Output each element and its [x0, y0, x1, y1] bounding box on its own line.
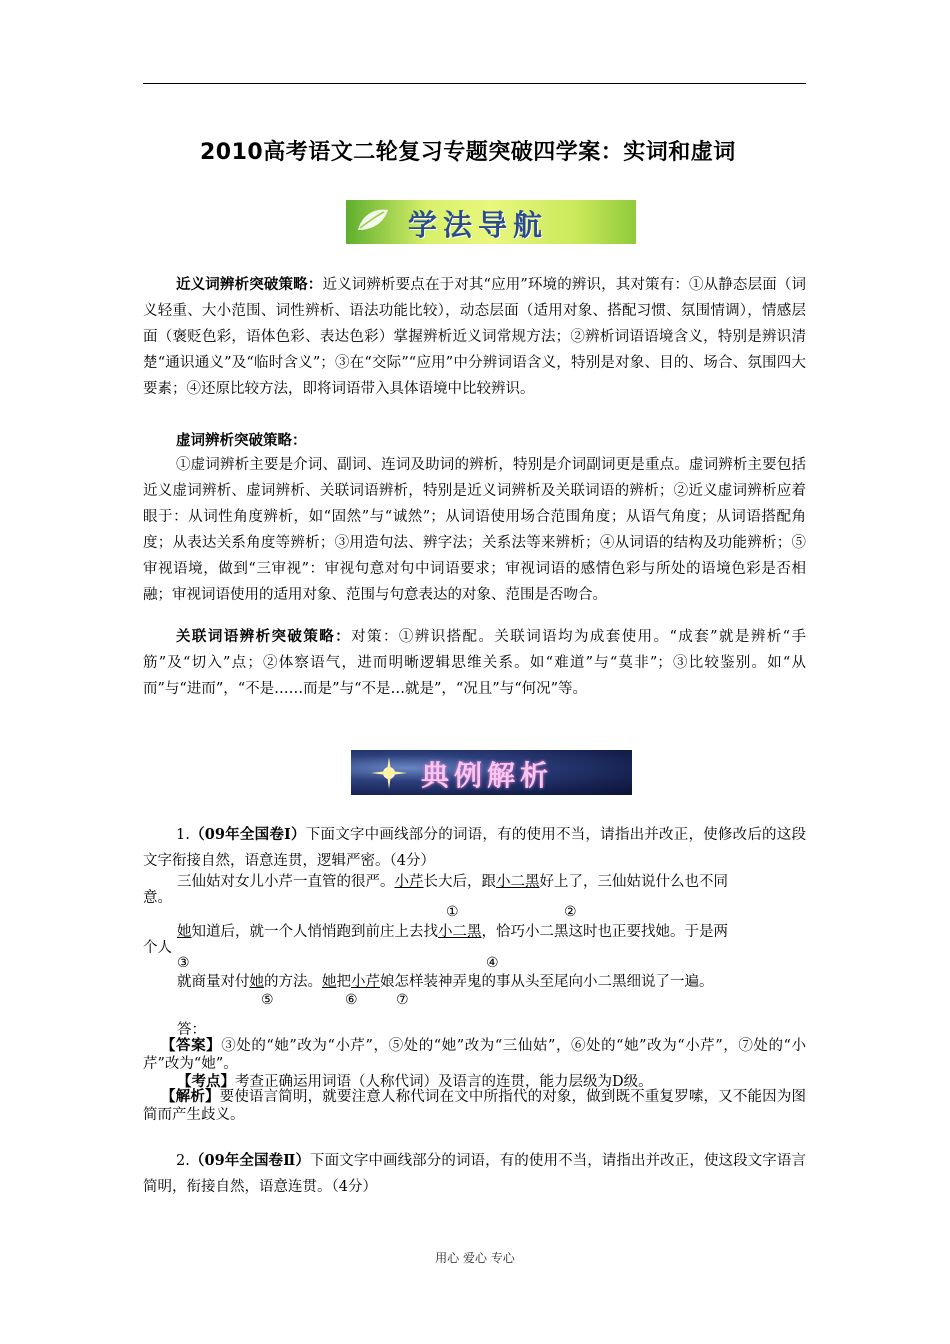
conjunction-strategy-label: 关联词语辨析突破策略： [176, 628, 352, 645]
examples-banner [351, 750, 632, 795]
underlined-word: 小芹 [351, 974, 380, 990]
analysis-label: 【解析】 [161, 1088, 220, 1105]
synonym-strategy-label: 近义词辨析突破策略： [176, 276, 323, 293]
passage-text: 把 [336, 974, 351, 990]
marker-6: ⑥ [345, 992, 358, 1008]
page-footer: 用心 爱心 专心 [435, 1251, 515, 1265]
passage-text: 知道后，就一个人悄悄跑到前庄上去找 [191, 924, 438, 940]
underlined-word: 小二黑 [496, 874, 540, 890]
answer-text: ③处的“她”改为“小芹”，⑤处的“她”改为“三仙姑”，⑥处的“她”改为“小芹”，⑦处的“小芹”改为“她”。 [143, 1038, 806, 1072]
function-word-strategy-heading [143, 428, 806, 454]
passage-line-3 [177, 922, 728, 942]
header-rule [143, 83, 806, 84]
passage-line-4: 个人 [143, 940, 172, 956]
underlined-word: 她 [177, 924, 192, 940]
guide-banner-text: 学法导航 [408, 208, 549, 242]
passage-text: 长大后，跟 [423, 874, 496, 890]
question-2-stem [143, 1148, 806, 1200]
page-title: 2010高考语文二轮复习专题突破四学案：实词和虚词 [200, 140, 736, 165]
function-word-strategy-label: 虚词辨析突破策略： [176, 432, 307, 449]
passage-text: 的方法。 [264, 974, 322, 990]
marker-3: ③ [177, 955, 190, 971]
key-point-label: 【考点】 [177, 1073, 235, 1090]
analysis-paragraph [143, 1088, 806, 1124]
question-1-text: 下面文字中画线部分的词语，有的使用不当，请指出并改正，使修改后的这段文字衔接自然，语意连贯，逻辑严密。（4分） [143, 827, 806, 869]
question-2-text: 下面文字中画线部分的词语，有的使用不当，请指出并改正，使这段文字语言简明，衔接自然，语意连贯。（4分） [143, 1153, 806, 1195]
passage-line-5 [177, 972, 714, 992]
underlined-word: 她 [322, 974, 337, 990]
marker-7: ⑦ [396, 992, 409, 1008]
answer-paragraph [143, 1037, 806, 1073]
answer-label: 【答案】 [161, 1037, 222, 1054]
question-2-source: （09年全国卷Ⅱ） [189, 1152, 311, 1169]
conjunction-strategy-text: 对策：①辨识搭配。关联词语均为成套使用。“成套”就是辨析“手筋”及“切入”点；②体察语气，进而明晰逻辑思维关系。如“难道”与“莫非”；③比较鉴别。如“从而”与“进而”，“不是……而是”与“不是…就是”，“况且”与“何况”等。 [143, 629, 806, 697]
passage-text: 娘怎样装神弄鬼的事从头至尾向小二黑细说了一遍。 [380, 974, 714, 990]
key-point-text: 考查正确运用词语（人称代词）及语言的连贯，能力层级为D级。 [235, 1074, 653, 1090]
marker-1: ① [446, 904, 459, 920]
underlined-word: 小二黑 [438, 924, 482, 940]
synonym-strategy-text: 近义词辨析要点在于对其“应用”环境的辨识，其对策有：①从静态层面（词义轻重、大小范围、词性辨析、语法功能比较），动态层面（适用对象、搭配习惯、氛围情调），情感层面（褒贬色彩，语体色彩、表达色彩）掌握辨析近义词常规方法；②辨析词语语境含义，特别是辨识清楚“通识通义”及“临时含义”；③在“交际”“应用”中分辨词语含义，特别是对象、目的、场合、氛围四大要素；④还原比较方法，即将词语带入具体语境中比较辨识。 [143, 277, 806, 397]
marker-4: ④ [486, 955, 499, 971]
passage-text: 就商量对付 [177, 974, 250, 990]
passage-line-1 [177, 872, 728, 892]
synonym-strategy-paragraph [143, 272, 806, 402]
answer-prefix: 答： [177, 1022, 206, 1038]
marker-5: ⑤ [261, 992, 274, 1008]
guide-banner [346, 200, 636, 244]
underlined-word: 她 [249, 974, 264, 990]
leaf-icon [356, 206, 390, 234]
function-word-strategy-paragraph: ①虚词辨析主要是介词、副词、连词及助词的辨析，特别是介词副词更是重点。虚词辨析主要包括近义虚词辨析、虚词辨析、关联词语辨析，特别是近义词辨析及关联词语的辨析；②近义虚词辨析应着眼于：从词性角度辨析，如“固然”与“诚然”；从词语使用场合范围角度；从语气角度；从词语搭配角度；从表达关系角度等辨析；③用造句法、辨字法；关系法等来辨析；④从词语的结构及功能辨析；⑤审视语境，做到“三审视”：审视句意对句中词语要求；审视词语的感情色彩与所处的语境色彩是否相融；审视词语使用的适用对象、范围与句意表达的对象、范围是否吻合。 [143, 457, 806, 603]
conjunction-strategy-paragraph [143, 624, 806, 702]
passage-text: ，恰巧小二黑这时也正要找她。于是两 [481, 924, 728, 940]
underlined-word: 小芹 [394, 874, 424, 890]
marker-2: ② [564, 904, 577, 920]
passage-line-2: 意。 [143, 890, 172, 906]
examples-banner-text: 典例解析 [421, 759, 554, 792]
passage-text: 好上了，三仙姑说什么也不同 [539, 874, 728, 890]
question-1-stem [143, 822, 806, 874]
question-1-number: 1. [176, 827, 190, 843]
passage-text: 三仙姑对女儿小芹一直管的很严。 [177, 874, 395, 890]
question-2-number: 2. [176, 1153, 190, 1169]
star-icon [369, 755, 409, 791]
question-1-source: （09年全国卷Ⅰ） [189, 826, 306, 843]
analysis-text: 要使语言简明，就要注意人称代词在文中所指代的对象，做到既不重复罗嗦，又不能因为图简而产生歧义。 [143, 1089, 807, 1123]
